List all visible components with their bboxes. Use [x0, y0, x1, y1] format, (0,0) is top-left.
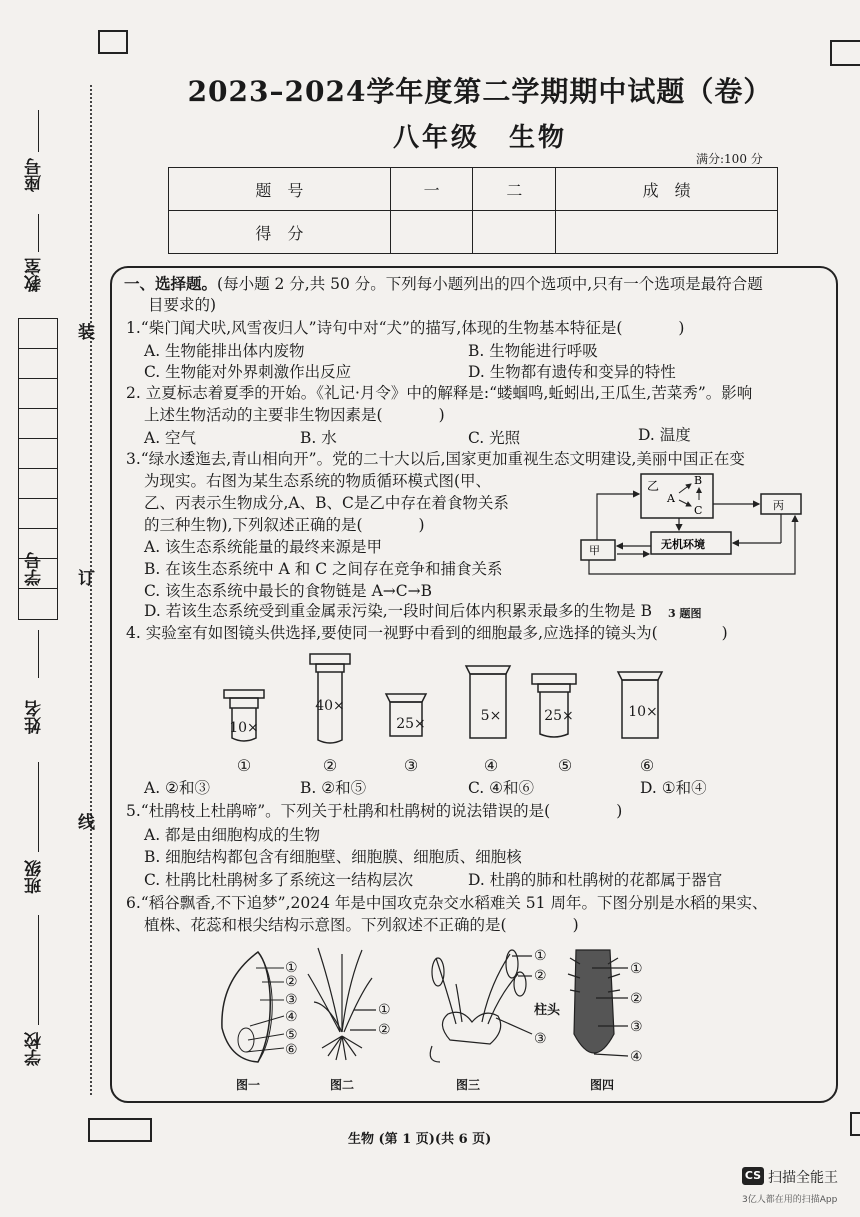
class-line — [38, 915, 39, 1025]
label-yi: 乙 — [647, 479, 660, 493]
score-cell-total[interactable] — [556, 211, 778, 254]
lens-5[interactable] — [532, 674, 576, 737]
lens-5-num: ⑤ — [557, 756, 573, 775]
q4-stem-text: 4. 实验室有如图镜头供选择,要使同一视野中看到的细胞最多,应选择的镜头为( — [126, 624, 658, 642]
q5-close: ) — [616, 802, 623, 820]
q4-option-c[interactable]: C. ④和⑥ — [468, 779, 535, 797]
q5-option-d[interactable]: D. 杜鹃的肺和杜鹃树的花都属于器官 — [468, 871, 723, 889]
score-row-label: 得 分 — [169, 211, 391, 254]
q3-ecosystem-diagram — [575, 468, 815, 596]
rice-flower-drawing — [430, 950, 532, 1062]
rice-seed-drawing — [222, 952, 284, 1062]
q2-option-b[interactable]: B. 水 — [300, 429, 337, 447]
q3-stem-line1: 3.“绿水逶迤去,青山相向开”。党的二十大以后,国家更加重视生态文明建设,美丽中国正在变 — [126, 450, 745, 468]
cut-mark-xian: 线 — [78, 813, 95, 833]
label-environment: 无机环境 — [661, 538, 705, 551]
q3-close: ) — [418, 516, 425, 534]
root-tip-drawing — [568, 950, 628, 1056]
q4-option-b[interactable]: B. ②和⑤ — [300, 779, 367, 797]
q1-close: ) — [678, 319, 685, 337]
class-label: 班级 — [25, 860, 45, 894]
classroom-label: 教室 — [25, 258, 45, 292]
q4-stem — [126, 626, 728, 642]
cut-mark-zhuang: 装 — [78, 323, 95, 343]
camscanner-tagline: 3亿人都在用的扫描App — [742, 1195, 838, 1205]
q3-stem-line2: 为现实。右图为某生态系统的物质循环模式图(甲、 — [144, 472, 492, 490]
label-jia: 甲 — [589, 544, 600, 557]
lens-3-mag: 25× — [396, 716, 426, 732]
score-table — [168, 167, 778, 254]
section1-desc: (每小题 2 分,共 50 分。下列每小题列出的四个选项中,只有一个选项是最符合题 — [217, 275, 763, 293]
q3-stem-text: 的三种生物),下列叙述正确的是( — [144, 516, 363, 534]
lens-4-mag: 5× — [480, 708, 502, 724]
fig4-label-3: ③ — [630, 1019, 643, 1035]
q6-stem-line1: 6.“稻谷飘香,不下追梦”,2024 年是中国攻克杂交水稻难关 51 周年。下图分别是水稻的果实、 — [126, 894, 768, 912]
q1-option-a[interactable]: A. 生物能排出体内废物 — [144, 342, 305, 360]
q1-option-d[interactable]: D. 生物都有遗传和变异的特性 — [468, 363, 676, 381]
fig4-label-4: ④ — [630, 1049, 643, 1065]
q3-option-c[interactable]: C. 该生态系统中最长的食物链是 A→C→B — [144, 582, 433, 600]
q4-option-d[interactable]: D. ①和④ — [640, 779, 707, 797]
q3-option-d[interactable]: D. 若该生态系统受到重金属汞污染,一段时间后体内积累汞最多的生物是 B — [144, 602, 652, 620]
section1-desc-cont: 目要求的) — [148, 296, 217, 314]
section1-heading — [124, 276, 763, 293]
q2-option-a[interactable]: A. 空气 — [144, 429, 197, 447]
fig1-label-1: ① — [285, 960, 298, 976]
fig3-label-1: ① — [534, 948, 547, 964]
fig2-label-2: ② — [378, 1022, 391, 1038]
page-footer: 生物 (第 1 页)(共 6 页) — [348, 1132, 492, 1147]
rice-plant-drawing — [308, 948, 376, 1060]
lens-4[interactable] — [466, 666, 510, 738]
corner-mark-top-left — [98, 30, 128, 54]
classroom-line — [38, 214, 39, 252]
lens-6-num: ⑥ — [639, 756, 655, 775]
q1-stem-text: 1.“柴门闻犬吠,风雪夜归人”诗句中对“犬”的描写,体现的生物基本特征是( — [126, 319, 623, 337]
section1-title: 一、选择题。 — [124, 274, 218, 293]
label-c: C — [694, 504, 703, 517]
lens-2-num: ② — [322, 756, 338, 775]
school-label: 学校 — [25, 1032, 45, 1066]
q3-stem-line4 — [144, 518, 425, 534]
fig1-caption: 图一 — [236, 1078, 261, 1092]
q3-option-a[interactable]: A. 该生态系统能量的最终来源是甲 — [144, 538, 383, 556]
q5-option-a[interactable]: A. 都是由细胞构成的生物 — [144, 826, 321, 844]
fig2-caption: 图二 — [330, 1078, 355, 1092]
q2-option-d[interactable]: D. 温度 — [638, 426, 691, 444]
score-header-total: 成 绩 — [556, 168, 778, 211]
lens-2-mag: 40× — [315, 698, 345, 714]
cut-mark-ding: 订 — [78, 569, 95, 589]
lens-6-mag: 10× — [628, 704, 658, 720]
q2-option-c[interactable]: C. 光照 — [468, 429, 521, 447]
lens-3-num: ③ — [403, 756, 419, 775]
q4-option-a[interactable]: A. ②和③ — [144, 779, 210, 797]
score-header-part1: 一 — [390, 168, 473, 211]
student-no-line — [38, 630, 39, 678]
seat-line — [38, 110, 39, 152]
fig1-label-4: ④ — [285, 1009, 298, 1025]
arrow-a-c — [679, 500, 691, 506]
fig1-label-3: ③ — [285, 992, 298, 1008]
lens-4-num: ④ — [483, 756, 499, 775]
fig3-label-3: ③ — [534, 1031, 547, 1047]
q6-figures — [200, 944, 680, 1072]
score-cell-part1[interactable] — [390, 211, 473, 254]
q5-option-c[interactable]: C. 杜鹃比杜鹃树多了系统这一结构层次 — [144, 871, 414, 889]
q5-option-b[interactable]: B. 细胞结构都包含有细胞壁、细胞膜、细胞质、细胞核 — [144, 848, 522, 866]
q2-stem-line1: 2. 立夏标志着夏季的开始。《礼记·月令》中的解释是:“蝼蝈鸣,蚯蚓出,王瓜生,苦菜秀”。影响 — [126, 384, 753, 402]
seat-label: 座号 — [25, 158, 45, 192]
name-line — [38, 762, 39, 852]
full-score: 满分:100 分 — [696, 152, 763, 166]
q3-stem-line3: 乙、丙表示生物成分,A、B、C是乙中存在着食物关系 — [144, 494, 509, 512]
fig4-label-1: ① — [630, 961, 643, 977]
label-a: A — [667, 492, 675, 505]
lens-5-mag: 25× — [544, 708, 574, 724]
arrow-a-b — [679, 484, 691, 493]
fig3-label-stigma: 柱头 — [534, 1003, 561, 1018]
student-no-label: 学号 — [25, 552, 45, 586]
lens-1-num: ① — [236, 756, 252, 775]
q2-stem-line2 — [144, 408, 445, 424]
fig2-label-1: ① — [378, 1002, 391, 1018]
fig3-caption: 图三 — [456, 1078, 481, 1092]
label-b: B — [694, 474, 703, 487]
label-bing: 丙 — [773, 499, 784, 512]
fig1-label-5: ⑤ — [285, 1027, 298, 1043]
fig4-caption: 图四 — [590, 1078, 615, 1092]
corner-mark-top-right — [830, 40, 860, 66]
exam-subtitle: 八年级 生物 — [392, 123, 567, 153]
q6-stem-line2 — [144, 918, 579, 934]
score-header-part2: 二 — [473, 168, 556, 211]
lens-1-mag: 10× — [229, 720, 259, 736]
camscanner-logo: CS — [742, 1167, 764, 1185]
name-label: 姓名 — [25, 700, 45, 734]
arrow-jia-yi — [597, 494, 639, 540]
binding-dotted-line — [90, 85, 92, 1095]
q4-close: ) — [721, 624, 728, 642]
q4-lens-figure — [210, 650, 680, 750]
exam-title: 2023–2024学年度第二学期期中试题（卷） — [187, 75, 773, 108]
q6-stem-text: 植株、花蕊和根尖结构示意图。下列叙述不正确的是( — [144, 916, 507, 934]
q2-close: ) — [438, 406, 445, 424]
fig4-label-2: ② — [630, 991, 643, 1007]
score-header-title: 题 号 — [169, 168, 391, 211]
q1-option-c[interactable]: C. 生物能对外界刺激作出反应 — [144, 363, 352, 381]
fig1-label-6: ⑥ — [285, 1042, 298, 1058]
q1-option-b[interactable]: B. 生物能进行呼吸 — [468, 342, 598, 360]
q3-figure-caption: 3 题图 — [668, 607, 702, 620]
q2-stem-text: 上述生物活动的主要非生物因素是( — [144, 406, 383, 424]
q6-close: ) — [572, 916, 579, 934]
corner-mark-bottom-left — [88, 1118, 152, 1142]
q1-stem — [126, 321, 684, 337]
score-cell-part2[interactable] — [473, 211, 556, 254]
camscanner-name: 扫描全能王 — [768, 1170, 838, 1186]
corner-mark-bottom-right — [850, 1112, 860, 1136]
q5-stem — [126, 804, 622, 820]
q3-option-b[interactable]: B. 在该生态系统中 A 和 C 之间存在竞争和捕食关系 — [144, 560, 503, 578]
q5-stem-text: 5.“杜鹃枝上杜鹃啼”。下列关于杜鹃和杜鹃树的说法错误的是( — [126, 802, 551, 820]
fig1-label-2: ② — [285, 974, 298, 990]
fig3-label-2: ② — [534, 968, 547, 984]
